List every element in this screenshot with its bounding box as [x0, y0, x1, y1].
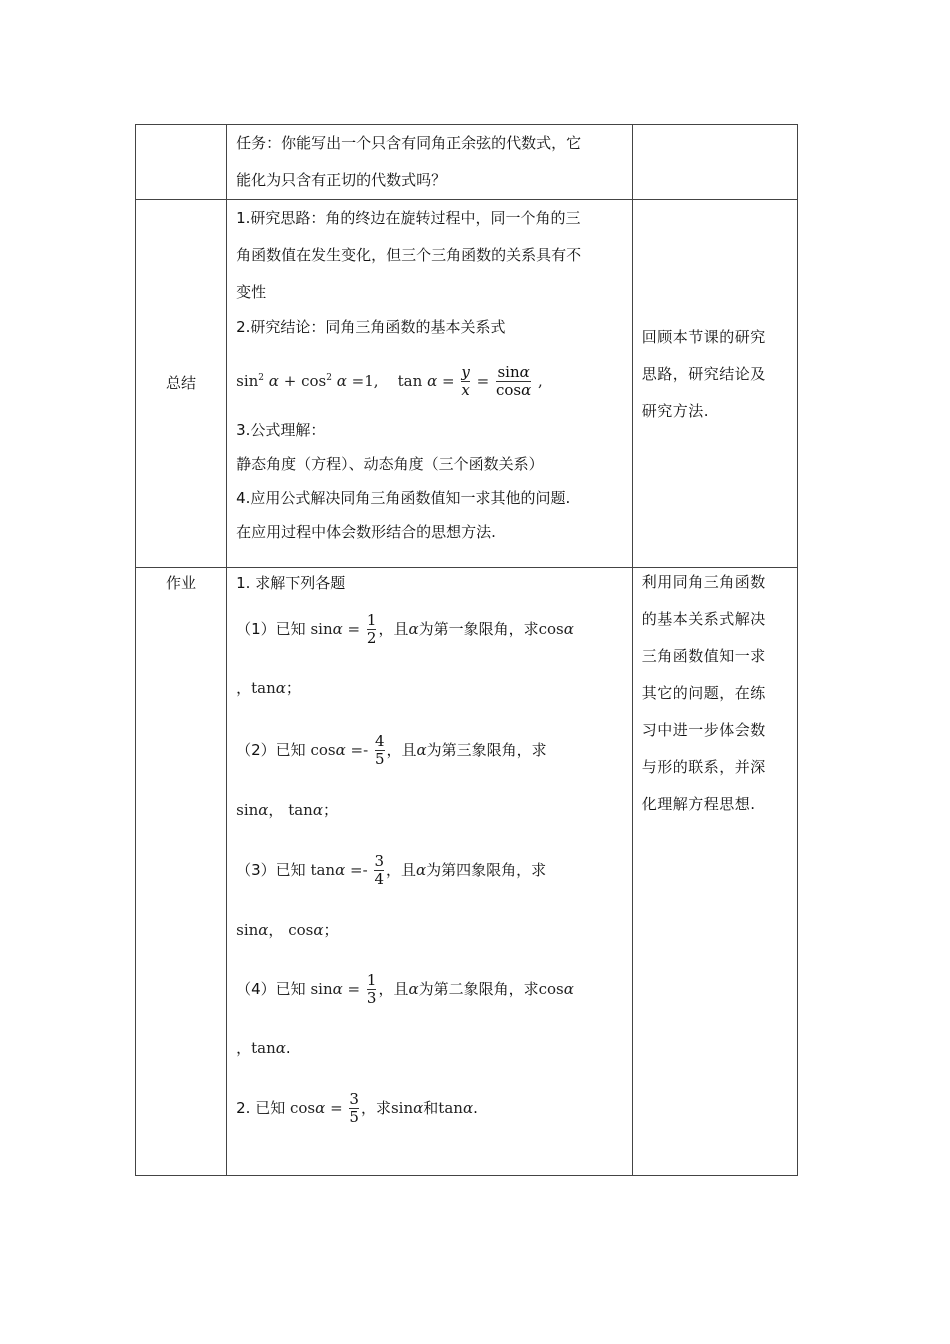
summary-text: 角函数值在发生变化，但三个三角函数的关系具有不: [236, 246, 582, 264]
homework-side-text: 化理解方程思想.: [641, 795, 756, 813]
fraction: $\frac{4}{5}$: [374, 732, 385, 768]
summary-label: 总结: [166, 374, 197, 392]
task-line: 任务：你能写出一个只含有同角正余弦的代数式，它: [236, 134, 582, 152]
summary-text: 4.应用公式解决同角三角函数值知一求其他的问题.: [236, 489, 571, 507]
fraction: $\frac{1}{3}$: [366, 971, 377, 1007]
homework-title: 1. 求解下列各题: [236, 574, 346, 592]
identity-formula: $\sin^2 \alpha + \cos^2 \alpha =1$, tan α = $\frac{y}{x}$ = $\frac{\sin\alpha}{\cos\alpha}$ ,: [236, 363, 543, 399]
problem-1: （1）已知 sinα = $\frac{1}{2}$ ，且α为第一象限角，求cosα: [236, 611, 574, 647]
problem-4-cont: ，tanα.: [236, 1039, 291, 1057]
homework-label-cell: [136, 568, 227, 1176]
task-label-cell: [136, 125, 227, 200]
summary-content-cell: [227, 200, 633, 568]
homework-content-cell: [227, 568, 633, 1176]
problem-4: （4）已知 sinα = $\frac{1}{3}$ ，且α为第二象限角，求cosα: [236, 971, 574, 1007]
summary-text: 3.公式理解：: [236, 421, 326, 439]
task-line: 能化为只含有正切的代数式吗？: [236, 171, 447, 189]
summary-side-text: 研究方法.: [641, 402, 710, 420]
summary-side-text: 回顾本节课的研究: [641, 328, 766, 346]
summary-text: 2.研究结论：同角三角函数的基本关系式: [236, 318, 506, 336]
fraction: $\frac{1}{2}$: [366, 611, 377, 647]
task-content-cell: [227, 125, 633, 200]
homework-label: 作业: [166, 574, 197, 592]
homework-side-text: 与形的联系，并深: [641, 758, 766, 776]
lesson-table: [135, 124, 798, 1176]
task-row: [136, 125, 798, 200]
homework-side-text: 利用同角三角函数: [641, 573, 766, 591]
homework-side-cell: [632, 568, 797, 1176]
homework-side-text: 三角函数值知一求: [641, 647, 766, 665]
summary-row: [136, 200, 798, 568]
problem-2-cont: sinα， tanα；: [236, 801, 338, 819]
fraction: $\frac{3}{5}$: [349, 1090, 359, 1126]
summary-side-cell: [632, 200, 797, 568]
homework-side-text: 其它的问题，在练: [641, 684, 766, 702]
homework-row: [136, 568, 798, 1176]
summary-text: 静态角度（方程）、动态角度（三个函数关系）: [236, 455, 544, 473]
problem-3-cont: sinα， cosα；: [236, 921, 339, 939]
summary-label-cell: [136, 200, 227, 568]
problem-3: （3）已知 tanα =- $\frac{3}{4}$ ，且α为第四象限角，求: [236, 852, 547, 888]
problem-1-cont: ，tanα；: [236, 679, 301, 697]
homework-side-text: 习中进一步体会数: [641, 721, 766, 739]
fraction: $\frac{3}{4}$: [374, 852, 384, 888]
summary-side-text: 思路，研究结论及: [641, 365, 766, 383]
sin-over-cos-fraction: $\frac{\sin\alpha}{\cos\alpha}$: [495, 363, 532, 399]
summary-text: 变性: [236, 283, 267, 301]
problem-5: 2. 已知 cosα = $\frac{3}{5}$ ，求sinα和tanα.: [236, 1090, 478, 1126]
task-side-cell: [632, 125, 797, 200]
summary-text: 在应用过程中体会数形结合的思想方法.: [236, 523, 496, 541]
y-over-x-fraction: $\frac{y}{x}$: [461, 363, 470, 399]
problem-2: （2）已知 cosα =- $\frac{4}{5}$ ，且α为第三象限角，求: [236, 732, 547, 768]
homework-side-text: 的基本关系式解决: [641, 610, 766, 628]
summary-text: 1.研究思路：角的终边在旋转过程中，同一个角的三: [236, 209, 581, 227]
